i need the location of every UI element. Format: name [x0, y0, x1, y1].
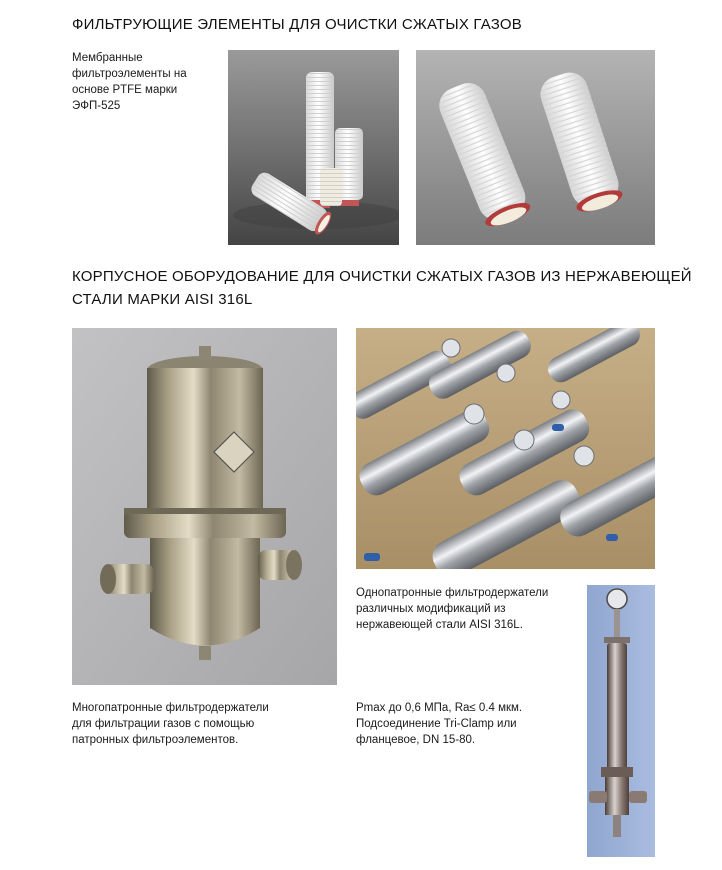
large-cartridges-photo	[416, 50, 655, 245]
caption-line: фланцевое, DN 15-80.	[356, 734, 476, 746]
caption-line: для фильтрации газов с помощью	[72, 718, 255, 730]
caption-line: различных модификаций из	[356, 603, 506, 615]
caption-line: Подсоединение Tri-Clamp или	[356, 718, 517, 730]
caption-line: Однопатронные фильтродержатели	[356, 587, 549, 599]
caption-line: фильтроэлементы на	[72, 68, 187, 80]
caption-line: Многопатронные фильтродержатели	[72, 702, 269, 714]
membrane-caption	[72, 50, 187, 114]
heading-line: КОРПУСНОЕ ОБОРУДОВАНИЕ ДЛЯ ОЧИСТКИ СЖАТЫХ ГАЗОВ ИЗ НЕРЖАВЕЮЩЕЙ	[72, 268, 692, 285]
caption-line: патронных фильтроэлементов.	[72, 734, 239, 746]
caption-line: нержавеющей стали AISI 316L.	[356, 619, 523, 631]
ptfe-cartridges-photo	[228, 50, 399, 245]
single-housing-vertical-photo	[587, 585, 655, 857]
single-cartridge-housings-array-photo	[356, 328, 655, 569]
caption-line: Мембранные	[72, 52, 143, 64]
caption-line: ЭФП-525	[72, 100, 121, 112]
multi-cartridge-caption	[72, 700, 269, 748]
caption-line: Pmax до 0,6 МПа, Ra≤ 0.4 мкм.	[356, 702, 523, 714]
caption-line: основе PTFE марки	[72, 84, 178, 96]
specs-caption	[356, 700, 522, 748]
multi-cartridge-housing-photo	[72, 328, 337, 685]
section-heading-housings	[72, 265, 692, 311]
heading-line: СТАЛИ МАРКИ AISI 316L	[72, 291, 253, 308]
single-cartridge-caption	[356, 585, 548, 633]
section-heading-filter-elements: ФИЛЬТРУЮЩИЕ ЭЛЕМЕНТЫ ДЛЯ ОЧИСТКИ СЖАТЫХ ГАЗОВ	[72, 16, 522, 33]
